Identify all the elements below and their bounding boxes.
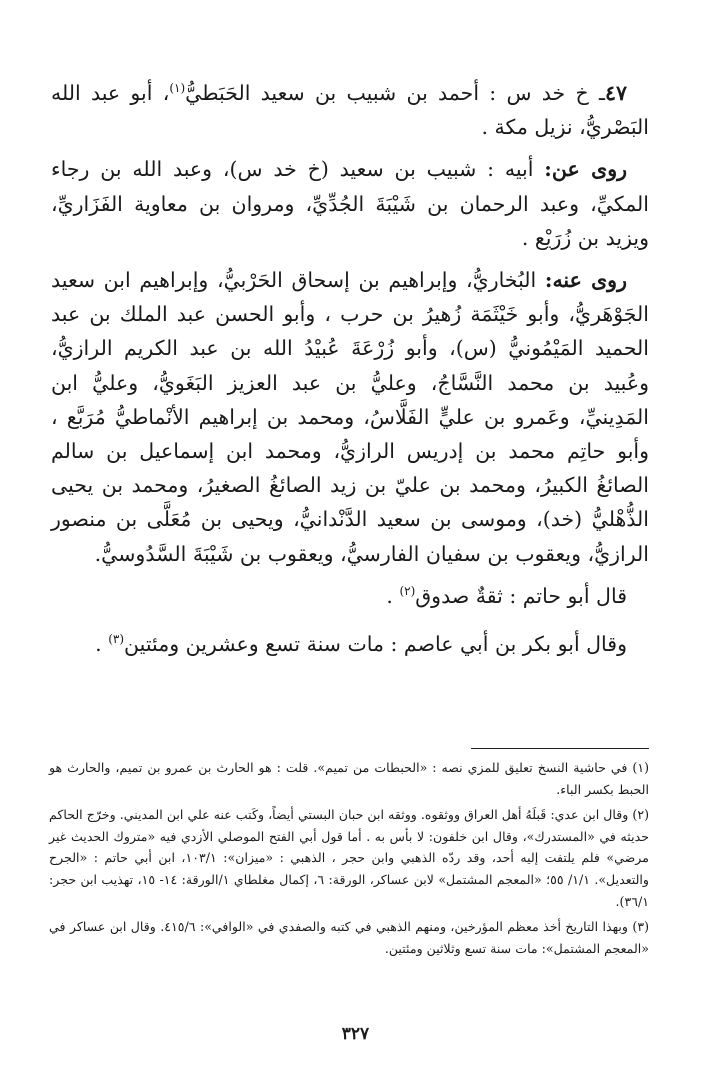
entry-title: ـ خ خد س : أحمد بن شبيب بن سعيد الحَبَطيُّ	[185, 81, 605, 105]
page-number: ٣٢٧	[341, 1024, 370, 1044]
footnote-marker-2[interactable]: (٢)	[399, 584, 416, 599]
ibn-abi-asim-end: .	[95, 632, 109, 657]
entry-heading	[51, 76, 649, 144]
footnote-marker-1[interactable]: (١)	[169, 81, 186, 96]
narrated-from-label: روى عن:	[544, 157, 627, 182]
narrated-from-text: أبيه : شبيب بن سعيد (خ خد س)، وعبد الله بن رجاء المكيِّ، وعبد الرحمان بن شَيْبَةَ الجُدِّيِّ، ومروان بن معاوية الفَزَاريِّ، ويزيد بن زُرَيْع .	[51, 157, 649, 250]
footnote-separator	[471, 748, 649, 749]
main-text	[51, 76, 649, 669]
footnote-2: (٢) وقال ابن عدي: قَبلَهُ أهل العراق ووثقوه. ووثقه ابن حبان البستي أيضاً، وكَتب عنه علي ابن المديني. وخرّج الحاكم حديثه في «المستدرك»، وقال ابن خلفون: لا بأس به . أما قول أبي الفتح الموصلي الأزدي فيه «متروك الحديث غير مرضي» فلم يلتفت إليه أحد، وقد ردّه الذهبي وابن حجر ، الذهبي : «ميزان»: ١٠٣/١، ابن أبي حاتم : «الجرح والتعديل». ١/١/ ٥٥؛ «المعجم المشتمل» لابن عساكر، الورقة: ٦، إكمال مغلطاي ١/الورقة: ١٤- ١٥، تهذيب ابن حجر: ٣٦/١).	[49, 807, 649, 909]
ibn-abi-asim-text: وقال أبو بكر بن أبي عاصم : مات سنة تسع وعشرين ومئتين	[124, 632, 627, 657]
entry-number: ٤٧	[604, 81, 627, 105]
narrated-by-label: روى عنه:	[544, 268, 627, 293]
footnote-3: (٣) وبهذا التاريخ أخذ معظم المؤرخين، ومنهم الذهبي في كتبه والصفدي في «الوافي»: ٤١٥/٦. وقال ابن عساكر في «المعجم المشتمل»: مات سنة تسع وثلاثين ومئتين.	[49, 919, 649, 956]
footnote-1: (١) في حاشية النسخ تعليق للمزي نصه : «الحبطات من تميم». قلت : هو الحارث بن عمرو بن تميم، والحارث هو الحبط بكسر الباء.	[49, 760, 649, 797]
narrated-by-paragraph	[51, 263, 649, 571]
footnote-marker-3[interactable]: (٣)	[108, 632, 125, 647]
abu-hatim-text: قال أبو حاتم : ثقةٌ صدوق	[415, 583, 627, 608]
abu-hatim-quote	[51, 579, 649, 613]
footnotes	[49, 757, 649, 963]
narrated-from-paragraph	[51, 152, 649, 255]
ibn-abi-asim-quote	[51, 627, 649, 661]
entry-title-rest: ، أبو عبد الله البَصْريُّ، نزيل مكة .	[51, 81, 649, 140]
narrated-by-text: البُخاريُّ، وإبراهيم بن إسحاق الحَرْبيُّ، وإبراهيم ابن سعيد الجَوْهَريُّ، وأبو خَيْثَمَة زُهيرُ بن حرب ، وأبو الحسن عبد الملك بن عبد الحميد المَيْمُونيُّ (س)، وأبو زُرْعَةَ عُبيْدُ الله بن عبد الكريم الرازيُّ، وعُبيد بن محمد النَّسَّاجُ، وعليُّ بن عبد العزيز البَغَويُّ، وعليُّ ابن المَدِينيِّ، وعَمرو بن عليٍّ الفَلَّاسُ، ومحمد بن إبراهيم الأنْماطيُّ مُرَبَّع ، وأبو حاتِم محمد بن إدريس الرازيُّ، ومحمد ابن إسماعيل بن سالم الصائغُ الكبيرُ، ومحمد بن عليّ بن زيد الصائغُ الصغيرُ، ومحمد بن يحيى الذُّهْليُّ (خد)، وموسى بن سعيد الدَّنْدانيُّ، ويحيى بن مُعَلَّى بن منصور الرازيُّ، ويعقوب بن سفيان الفارسيُّ، ويعقوب بن شَيْبَةَ السَّدُوسيُّ.	[51, 268, 649, 566]
abu-hatim-end: .	[386, 583, 400, 608]
